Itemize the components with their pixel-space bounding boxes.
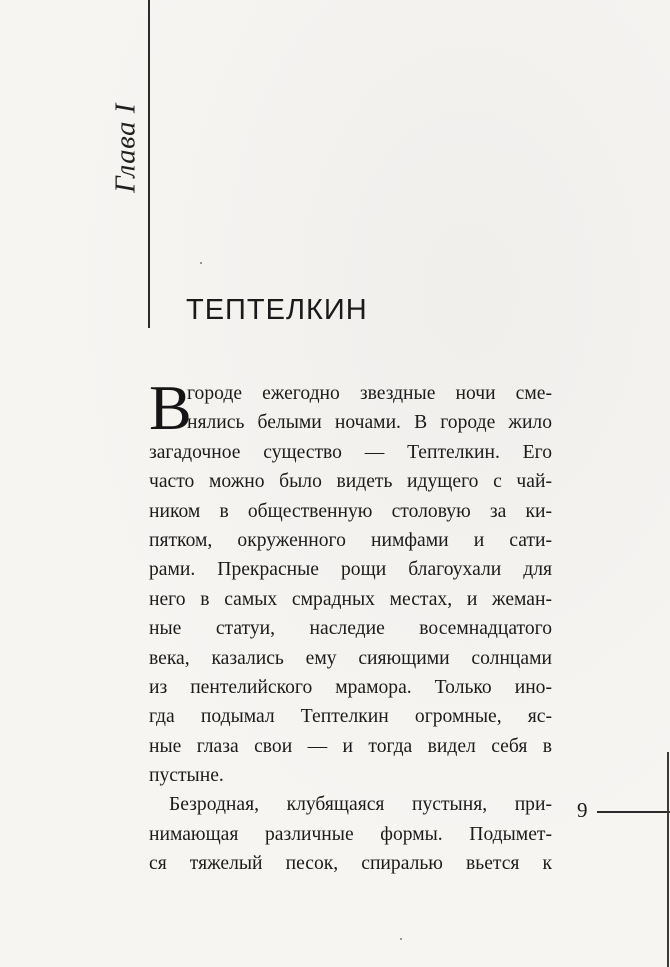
paper-speck xyxy=(200,262,202,264)
text-line: ся тяжелый песок, спиралью вьется к xyxy=(149,853,552,875)
text-line: ные глаза свои — и тогда видел себя в xyxy=(149,735,552,757)
text-line: ником в общественную столовую за ки- xyxy=(149,500,552,522)
page-edge-rule xyxy=(667,752,669,967)
text-line: нимающая различные формы. Подымет- xyxy=(149,823,552,845)
drop-cap: В xyxy=(149,372,192,443)
page-number: 9 xyxy=(577,798,588,822)
paper-speck xyxy=(400,938,402,940)
text-line: гда подымал Тептелкин огромные, яс- xyxy=(149,706,552,728)
text-line: Безродная, клубящаяся пустыня, при- xyxy=(169,794,552,816)
text-line: часто можно было видеть идущего с чай- xyxy=(149,471,552,493)
text-line: него в самых смрадных местах, и жеман- xyxy=(149,588,552,610)
text-line: загадочное существо — Тептелкин. Его xyxy=(149,441,552,463)
text-line: ные статуи, наследие восемнадцатого xyxy=(149,618,552,640)
page-number-rule xyxy=(597,811,670,813)
text-line: городе ежегодно звездные ночи сме- xyxy=(187,383,552,404)
chapter-vertical-rule xyxy=(148,0,150,328)
text-line: века, казались ему сияющими солнцами xyxy=(149,647,552,669)
text-line: из пентелийского мрамора. Только ино- xyxy=(149,676,552,698)
text-line: пустыне. xyxy=(149,765,224,787)
text-line: рами. Прекрасные рощи благоухали для xyxy=(149,559,552,581)
text-line: нялись белыми ночами. В городе жило xyxy=(187,412,552,434)
chapter-label: Глава I xyxy=(109,103,142,193)
chapter-title: ТЕПТЕЛКИН xyxy=(186,294,368,326)
text-line: пятком, окруженного нимфами и сати- xyxy=(149,529,552,551)
body-text xyxy=(149,372,552,879)
